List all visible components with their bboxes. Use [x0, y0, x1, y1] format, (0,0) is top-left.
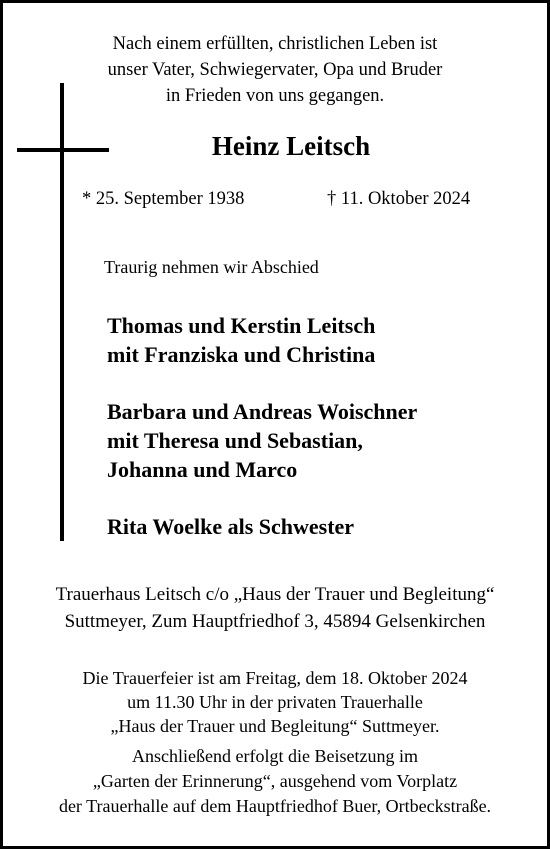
ceremony-line: Die Trauerfeier ist am Freitag, dem 18. Oktober 2024 [82, 668, 468, 688]
intro-line: unser Vater, Schwiegervater, Opa und Bruder [107, 60, 443, 80]
mourner-line: mit Theresa und Sebastian, [107, 428, 363, 453]
mourner-line: Thomas und Kerstin Leitsch [107, 313, 376, 338]
mourner-line: Johanna und Marco [107, 457, 298, 482]
mourner-line: Rita Woelke als Schwester [107, 514, 355, 539]
burial-line: Anschließend erfolgt die Beisetzung im [132, 746, 418, 766]
mourner-line: Barbara und Andreas Woischner [107, 399, 418, 424]
address-line: Suttmeyer, Zum Hauptfriedhof 3, 45894 Gelsenkirchen [64, 611, 486, 632]
intro-line: Nach einem erfüllten, christlichen Leben ist [112, 34, 438, 54]
address-line: Trauerhaus Leitsch c/o „Haus der Trauer und Begleitung“ [55, 584, 495, 605]
burial-line: „Garten der Erinnerung“, ausgehend vom Vorplatz [92, 771, 458, 791]
mourner-line: mit Franziska und Christina [107, 342, 376, 367]
intro-line: in Frieden von uns gegangen. [165, 86, 385, 106]
ceremony-line: um 11.30 Uhr in der privaten Trauerhalle [127, 692, 423, 712]
burial-line: der Trauerhalle auf dem Hauptfriedhof Buer, Ortbeckstraße. [58, 796, 492, 816]
birth-date: * 25. September 1938 [82, 189, 245, 209]
ceremony-line: „Haus der Trauer und Begleitung“ Suttmeyer. [110, 716, 440, 736]
death-date: † 11. Oktober 2024 [327, 189, 471, 209]
deceased-name: Heinz Leitsch [211, 131, 371, 161]
farewell-text: Traurig nehmen wir Abschied [104, 257, 319, 277]
